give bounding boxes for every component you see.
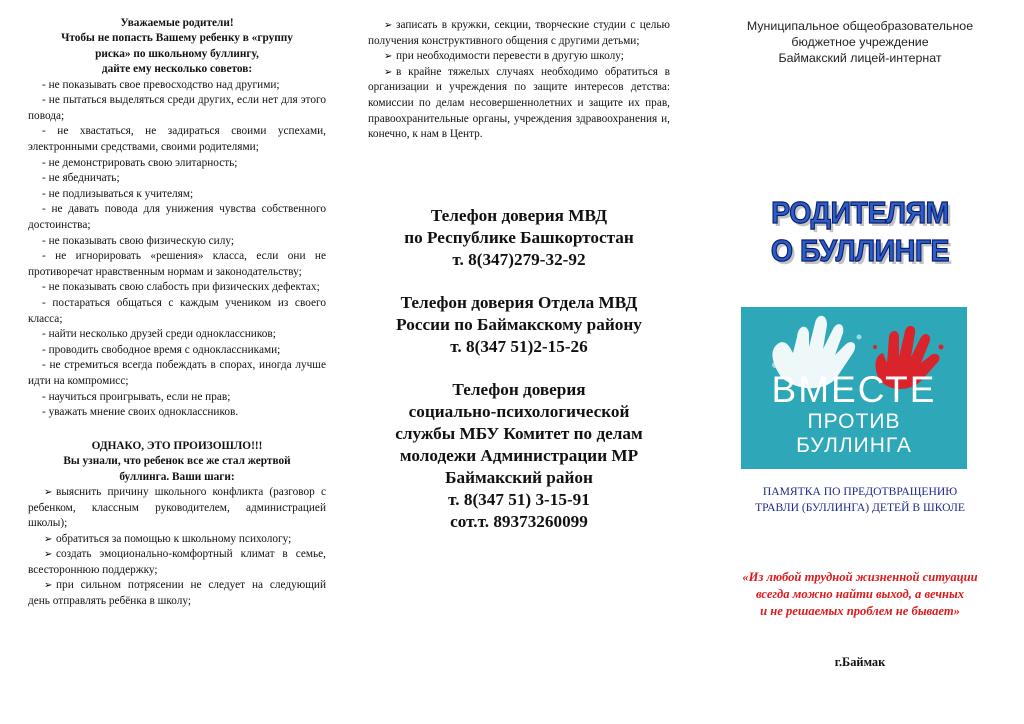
motivational-quote <box>710 569 1010 620</box>
arrow-bullet-icon: ➢ <box>44 486 53 498</box>
cover-panel <box>710 0 1010 724</box>
hotline-youth-committee <box>368 379 670 533</box>
advice-item: - не стремиться всегда побеждать в спорах, иногда лучше идти на компромисс; <box>28 359 326 387</box>
arrow-bullet-icon: ➢ <box>44 580 53 592</box>
middle-panel <box>368 0 670 724</box>
brochure-title <box>722 194 998 270</box>
step-item <box>368 65 670 143</box>
heading-line: Чтобы не попасть Вашему ребенку в «группу <box>61 32 293 45</box>
quote-line: «Из любой трудной жизненной ситуации <box>742 570 978 584</box>
arrow-bullet-icon: ➢ <box>384 20 393 31</box>
advice-item: - постараться общаться с каждым учеником из своего класса; <box>28 296 326 325</box>
hotline-number: т. 8(347)279-32-92 <box>452 249 586 269</box>
heading-line: Уважаемые родители! <box>120 17 234 29</box>
hotline-line: Телефон доверия <box>452 379 586 399</box>
subtitle-line: ПАМЯТКА ПО ПРЕДОТВРАЩЕНИЮ <box>762 485 958 498</box>
hotline-line: Телефон доверия МВД <box>430 205 608 225</box>
hotline-number: т. 8(347 51) 3-15-91 <box>448 489 590 509</box>
advice-item: - найти несколько друзей среди одноклассников; <box>42 328 276 341</box>
advice-item: - не показывать свою физическую силу; <box>42 234 234 247</box>
heading-line: риска» по школьному буллингу, <box>95 47 259 60</box>
hotline-line: России по Баймакскому району <box>396 314 642 334</box>
hotline-line: Баймакский район <box>445 467 593 487</box>
step-item <box>28 578 326 609</box>
hotline-line: молодежи Администрации МР <box>399 445 639 465</box>
hotline-line: службы МБУ Комитет по делам <box>395 423 643 443</box>
arrow-bullet-icon: ➢ <box>44 549 53 561</box>
hotline-number: т. 8(347 51)2-15-26 <box>450 336 588 356</box>
quote-line: всегда можно найти выход, а вечных <box>755 587 965 601</box>
hotline-list <box>368 205 670 533</box>
step-item <box>368 18 670 49</box>
heading-line: Вы узнали, что ребенок все же стал жертвой <box>63 455 291 468</box>
hotline-mvd-rb <box>368 205 670 271</box>
advice-item: - не подлизываться к учителям; <box>42 187 194 200</box>
title-line: О БУЛЛИНГЕ <box>770 233 950 268</box>
incident-heading <box>28 439 326 485</box>
subtitle-line: ТРАВЛИ (БУЛЛИНГА) ДЕТЕЙ В ШКОЛЕ <box>755 500 965 514</box>
steps-list <box>28 485 326 610</box>
advice-item: - не давать повода для унижения чувства собственного достоинства; <box>28 203 326 231</box>
advice-item: - уважать мнение своих одноклассников. <box>42 406 239 419</box>
step-text: при сильном потрясении не следует на следующий день отправлять ребёнка в школу; <box>28 579 326 608</box>
arrow-bullet-icon: ➢ <box>384 51 393 63</box>
heading-line: ОДНАКО, ЭТО ПРОИЗОШЛО!!! <box>91 439 263 452</box>
org-line: Баймакский лицей-интернат <box>778 51 942 65</box>
greeting-heading <box>28 16 326 78</box>
step-item <box>28 532 326 548</box>
poster-word-against: ПРОТИВ <box>807 410 901 433</box>
step-text: при необходимости перевести в другую школу; <box>396 50 624 63</box>
advice-item: - не хвастаться, не задираться своими успехами, электронными средствами, своими родителями; <box>28 125 326 153</box>
hotline-line: по Республике Башкортостан <box>404 227 634 247</box>
step-item <box>28 485 326 532</box>
advice-item: - проводить свободное время с одноклассниками; <box>42 343 281 356</box>
hotline-mvd-baymak <box>368 292 670 358</box>
step-text: обратиться за помощью к школьному психологу; <box>56 532 292 545</box>
org-line: Муниципальное общеобразовательное <box>746 19 974 33</box>
advice-item: - не пытаться выделяться среди других, если нет для этого повода; <box>28 94 326 122</box>
step-text: записать в кружки, секции, творческие студии с целью получения конструктивного общения с другими детьми; <box>368 19 670 47</box>
step-item <box>368 49 670 65</box>
advice-item: - не демонстрировать свою элитарность; <box>42 156 238 169</box>
advice-item: - не игнорировать «решения» класса, если они не противоречат нравственным нормам и законодательству; <box>28 250 326 278</box>
steps-list-continued <box>368 18 670 143</box>
arrow-bullet-icon: ➢ <box>44 533 53 545</box>
poster-word-bullying: БУЛЛИНГА <box>796 434 912 457</box>
advice-item: - не показывать свою слабость при физических дефектах; <box>42 281 320 294</box>
hotline-line: Телефон доверия Отдела МВД <box>400 292 638 312</box>
poster-word-together: ВМЕСТЕ <box>771 369 937 410</box>
heading-line: буллинга. Ваши шаги: <box>119 470 235 483</box>
org-line: бюджетное учреждение <box>791 35 929 49</box>
organization-name <box>710 18 1010 66</box>
heading-line: дайте ему несколько советов: <box>101 63 253 76</box>
step-text: создать эмоционально-комфортный климат в семье, всестороннюю поддержку; <box>28 548 326 576</box>
title-line: РОДИТЕЛЯМ <box>771 195 949 230</box>
advice-item: - не ябедничать; <box>42 172 120 185</box>
step-text: в крайне тяжелых случаях необходимо обратиться в организации и учреждения по защите интересов детства: комиссии по делам несовершеннолетних и защите их прав, правоохранительные органы, учреждения здравоохранения и, конечно, к нам в Центр. <box>368 65 670 141</box>
campaign-poster <box>741 307 967 469</box>
hotline-line: социально-психологической <box>408 401 630 421</box>
step-item <box>28 547 326 578</box>
arrow-bullet-icon: ➢ <box>384 66 393 78</box>
brochure-subtitle <box>710 484 1010 515</box>
step-text: выяснить причину школьного конфликта (разговор с ребенком, классным руководителем, администрацией школы); <box>28 485 326 530</box>
hotline-mobile: сот.т. 89373260099 <box>450 511 588 531</box>
advice-item: - не показывать свое превосходство над другими; <box>42 78 280 91</box>
left-panel <box>28 0 326 724</box>
city-name: г.Баймак <box>834 655 886 669</box>
advice-item: - научиться проигрывать, если не прав; <box>42 390 231 403</box>
quote-line: и не решаемых проблем не бывает» <box>760 604 960 618</box>
advice-list <box>28 78 326 421</box>
